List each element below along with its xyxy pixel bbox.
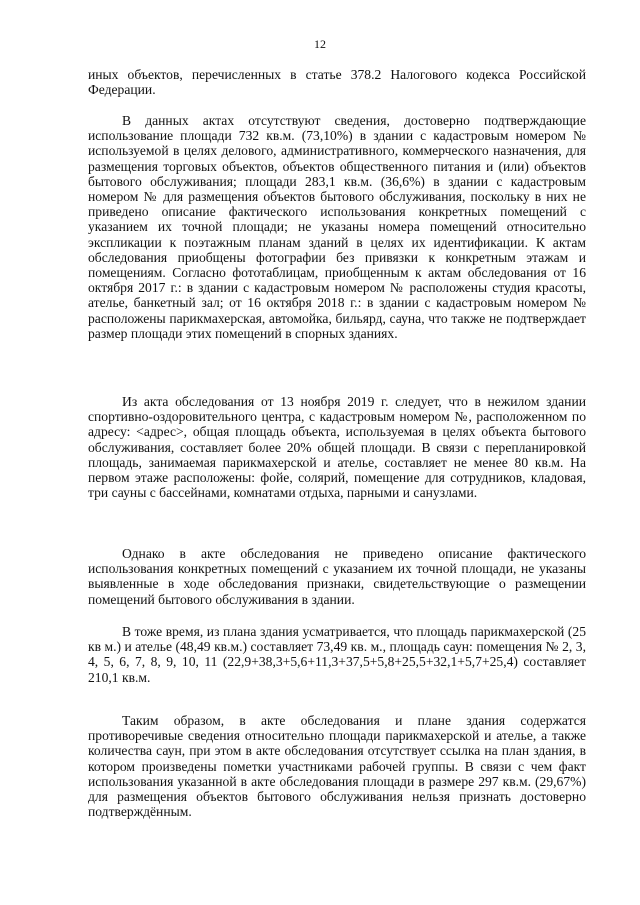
paragraph-text: Из акта обследования от 13 ноября 2019 г. следует, что в нежилом здании спортивно-оздоровительного центра, с кадастровым номером №, расположенном по адресу: <адрес>, общая площадь объекта, используемая в целях объекта бытового обслуживания, составляет более 20% общей площади. В связи с перепланировкой площадь, занимаемая парикмахерской и ателье, составляет не менее 80 кв.м. На первом этаже расположены: фойе, солярий, помещение для сотрудников, кладовая, три сауны с бассейнами, комнатами отдыха, парными и санузлами.	[88, 394, 586, 501]
paragraph-text: В данных актах отсутствуют сведения, достоверно подтверждающие использование площади 732 кв.м. (73,10%) в здании с кадастровым номером № используемой в целях делового, административного, коммерческого назначения, для размещения торговых объектов, объектов общественного питания и (или) объектов бытового обслуживания; площади 283,1 кв.м. (36,6%) в здании с кадастровым номером № для размещения объектов бытового обслуживания, поскольку в них не приведено описание фактического использования конкретных помещений с указанием их точной площади; не указаны номера помещений относительно экспликации к поэтажным планам зданий в целях их идентификации. К актам обследования приобщены фотографии без привязки к конкретным этажам и помещениям. Согласно фототаблицам, приобщенным к актам обследования от 16 октября 2017 г.: в здании с кадастровым номером № расположены студия красоты, ателье, банкетный зал; от 16 октября 2018 г.: в здании с кадастровым номером № расположены парикмахерская, автомойка, бильярд, сауна, что также не подтверждает размер площади этих помещений в спорных зданиях.	[88, 113, 586, 341]
paragraph-no-description	[88, 546, 586, 607]
paragraph-acts-missing-info	[88, 113, 586, 341]
paragraph-text: Таким образом, в акте обследования и плане здания содержатся противоречивые сведения относительно площади парикмахерской и ателье, а также количества саун, при этом в акте обследования отсутствует ссылка на план здания, в котором произведены пометки участниками рабочей группы. В связи с чем факт использования указанной в акте обследования площади в размере 297 кв.м. (29,67%) для размещения объектов бытового обслуживания нельзя признать достоверно подтверждённым.	[88, 713, 586, 820]
paragraph-conclusion	[88, 713, 586, 819]
paragraph-text: В тоже время, из плана здания усматривается, что площадь парикмахерской (25 кв м.) и ателье (48,49 кв.м.) составляет 73,49 кв. м., площадь саун: помещения № 2, 3, 4, 5, 6, 7, 8, 9, 10, 11 (22,9+38,3+5,6+11,3+37,5+5,8+25,5+32,1+5,7+25,4) составляет 210,1 кв.м.	[88, 624, 586, 685]
paragraph-inspection-act-2019	[88, 394, 586, 500]
paragraph-text: Однако в акте обследования не приведено описание фактического использования конкретных помещений с указанием их точной площади, не указаны выявленные в ходе обследования признаки, свидетельствующие о размещении помещений бытового обслуживания в здании.	[88, 546, 586, 607]
paragraph-continuation	[88, 67, 586, 97]
paragraph-building-plan	[88, 624, 586, 685]
paragraph-text: иных объектов, перечисленных в статье 378.2 Налогового кодекса Российской Федерации.	[88, 67, 586, 98]
page-number: 12	[314, 37, 326, 51]
